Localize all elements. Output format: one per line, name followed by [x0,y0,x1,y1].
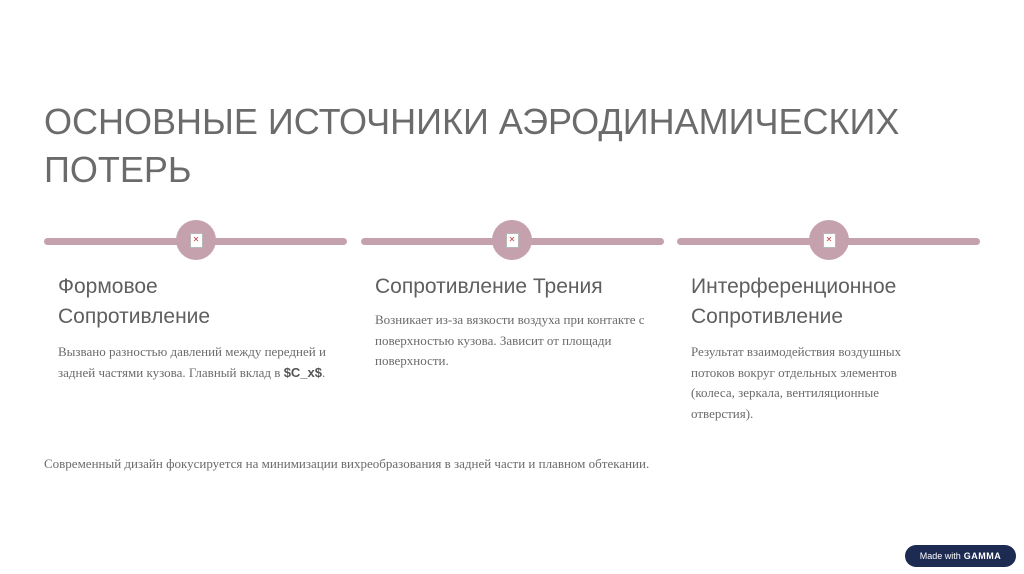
column-friction-drag [375,272,647,372]
column-text-part: Вызвано разностью давлений между передней и задней частями кузова. Главный вклад в [58,344,326,380]
badge-prefix: Made with [919,551,961,561]
footer-note: Современный дизайн фокусируется на минимизации вихреобразования в задней части и плавном обтекании. [44,456,650,471]
formula-code: $C_x$ [283,364,322,380]
image-icon: ✕ [190,233,203,248]
timeline-node-1 [176,220,216,260]
timeline-node-3 [809,220,849,260]
image-icon: ✕ [506,233,519,248]
column-text-end: . [322,364,326,380]
slide-title: ОСНОВНЫЕ ИСТОЧНИКИ АЭРОДИНАМИЧЕСКИХ ПОТЕРЬ [44,101,900,190]
column-heading: Формовое Сопротивление [58,275,211,328]
column-text: Результат взаимодействия воздушных потоков вокруг отдельных элементов (колеса, зеркала, вентиляционные отверстия). [691,344,902,421]
column-text: Возникает из-за вязкости воздуха при контакте с поверхностью кузова. Зависит от площади поверхности. [375,312,645,368]
column-text [58,342,328,383]
image-icon: ✕ [823,233,836,248]
gamma-logo: GAMMA [963,551,1002,561]
made-with-gamma-badge[interactable] [905,545,1016,567]
column-heading: Интерференционное Сопротивление [691,275,897,328]
column-form-drag [58,272,330,383]
column-interference-drag [691,272,963,424]
column-heading: Сопротивление Трения [375,275,603,298]
timeline-node-2 [492,220,532,260]
